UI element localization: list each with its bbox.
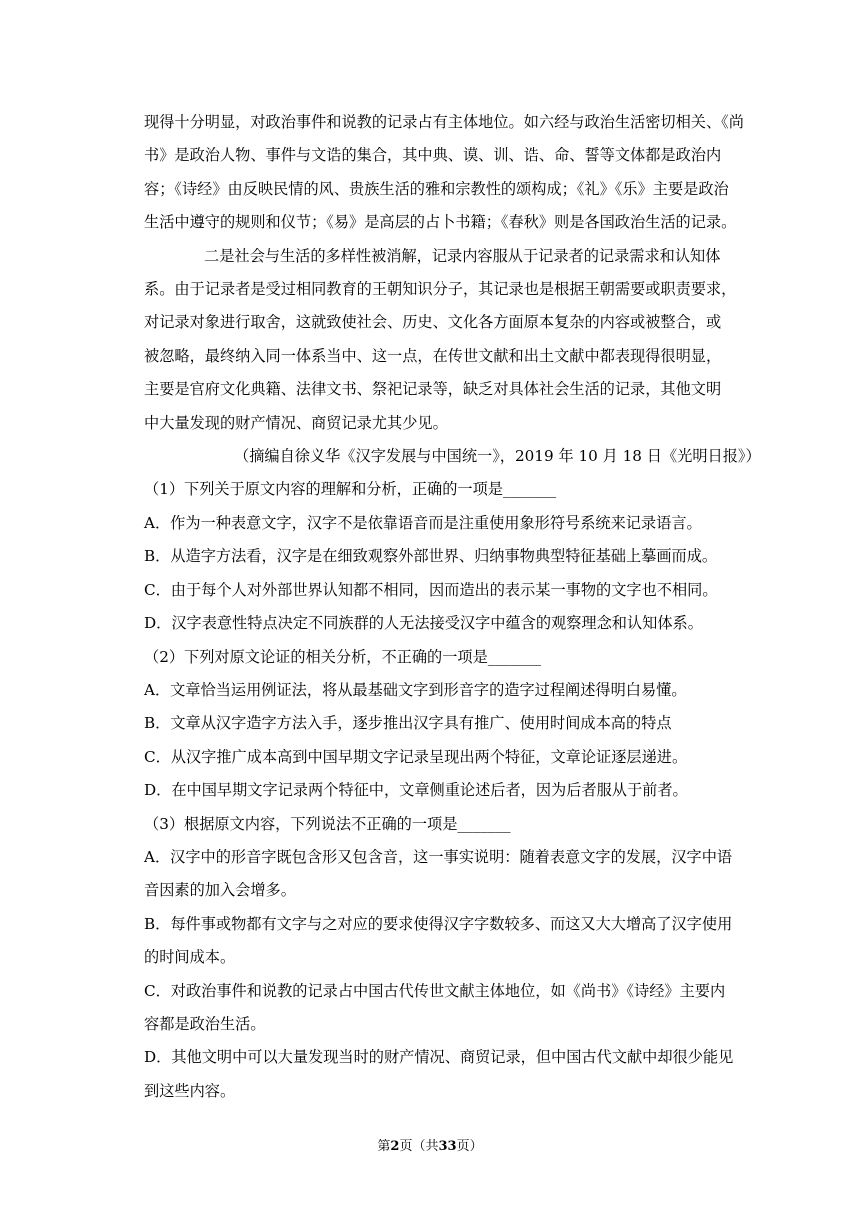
text-line: 的时间成本。 xyxy=(144,948,236,967)
question-stem: （3）根据原文内容，下列说法不正确的一项是_______ xyxy=(144,814,511,833)
option-d xyxy=(144,1041,744,1108)
text-line: 书》是政治人物、事件与文诰的集合，其中典、谟、训、诰、命、誓等文体都是政治内 xyxy=(144,146,722,165)
option-d: D．在中国早期文字记录两个特征中，文章侧重论述后者，因为后者服从于前者。 xyxy=(144,781,688,800)
option-c xyxy=(144,975,744,1042)
question-stem: （1）下列关于原文内容的理解和分析，正确的一项是_______ xyxy=(144,480,557,499)
text-line: 容都是政治生活。 xyxy=(144,1014,266,1033)
option-c: C．从汉字推广成本高到中国早期文字记录呈现出两个特征，文章论证逐层递进。 xyxy=(144,747,688,766)
text-line: 现得十分明显，对政治事件和说教的记录占有主体地位。如六经与政治生活密切相关、《尚 xyxy=(144,113,744,131)
text-line: 被忽略，最终纳入同一体系当中、这一点，在传世文献和出土文献中都表现得很明显， xyxy=(144,346,722,365)
paragraph-continued xyxy=(144,106,744,240)
text-line: 二是社会与生活的多样性被消解，记录内容服从于记录者的记录需求和认知体 xyxy=(204,246,721,265)
text-line: 容；《诗经》由反映民情的风、贵族生活的雅和宗教性的颂构成；《礼》《乐》主要是政治 xyxy=(144,179,729,198)
total-page-count: 33 xyxy=(438,1139,457,1154)
footer-prefix: 第 xyxy=(377,1139,391,1154)
text-line: 到这些内容。 xyxy=(144,1081,236,1100)
text-line: C．对政治事件和说教的记录占中国古代传世文献主体地位，如《尚书》《诗经》主要内 xyxy=(144,981,726,1000)
text-line: 对记录对象进行取舍，这就致使社会、历史、文化各方面原本复杂的内容或被整合，或 xyxy=(144,313,722,332)
option-b xyxy=(144,908,744,975)
page-footer xyxy=(0,1138,860,1156)
page-content xyxy=(144,106,761,1108)
text-line: 中大量发现的财产情况、商贸记录尤其少见。 xyxy=(144,413,448,432)
option-c: C．由于每个人对外部世界认知都不相同，因而造出的表示某一事物的文字也不相同。 xyxy=(144,580,718,599)
paragraph-second-feature xyxy=(144,240,744,440)
text-line: 系。由于记录者是受过相同教育的王朝知识分子，其记录也是根据王朝需要或职责要求， xyxy=(144,280,737,299)
option-b: B．从造字方法看，汉字是在细致观察外部世界、归纳事物典型特征基础上摹画而成。 xyxy=(144,547,718,566)
option-b: B．文章从汉字造字方法入手，逐步推出汉字具有推广、使用时间成本高的特点 xyxy=(144,714,672,733)
question-3 xyxy=(144,808,744,1109)
question-1 xyxy=(144,473,744,640)
question-2 xyxy=(144,641,744,808)
option-a xyxy=(144,841,744,908)
current-page-number: 2 xyxy=(390,1139,400,1154)
footer-suffix: 页） xyxy=(456,1139,483,1154)
text-line: D．其他文明中可以大量发现当时的财产情况、商贸记录，但中国古代文献中却很少能见 xyxy=(144,1048,734,1067)
source-citation: （摘编自徐义华《汉字发展与中国统一》，2019 年 10 月 18 日《光明日报》） xyxy=(234,447,761,466)
text-line: 生活中遵守的规则和仪节；《易》是高层的占卜书籍；《春秋》则是各国政治生活的记录。 xyxy=(144,213,737,232)
option-a: A．文章恰当运用例证法，将从最基础文字到形音字的造字过程阐述得明白易懂。 xyxy=(144,680,687,699)
text-line: 音因素的加入会增多。 xyxy=(144,881,296,900)
question-stem: （2）下列对原文论证的相关分析，不正确的一项是_______ xyxy=(144,647,541,666)
option-a: A．作为一种表意文字，汉字不是依靠语音而是注重使用象形符号系统来记录语言。 xyxy=(144,513,702,532)
text-line: A．汉字中的形音字既包含形又包含音，这一事实说明：随着表意文字的发展，汉字中语 xyxy=(144,847,733,866)
text-line: B．每件事或物都有文字与之对应的要求使得汉字字数较多、而这又大大增高了汉字使用 xyxy=(144,914,733,933)
text-line: 主要是官府文化典籍、法律文书、祭祀记录等，缺乏对具体社会生活的记录，其他文明 xyxy=(144,380,722,399)
option-d: D．汉字表意性特点决定不同族群的人无法接受汉字中蕴含的观察理念和认知体系。 xyxy=(144,614,703,633)
footer-middle: 页（共 xyxy=(399,1139,439,1154)
